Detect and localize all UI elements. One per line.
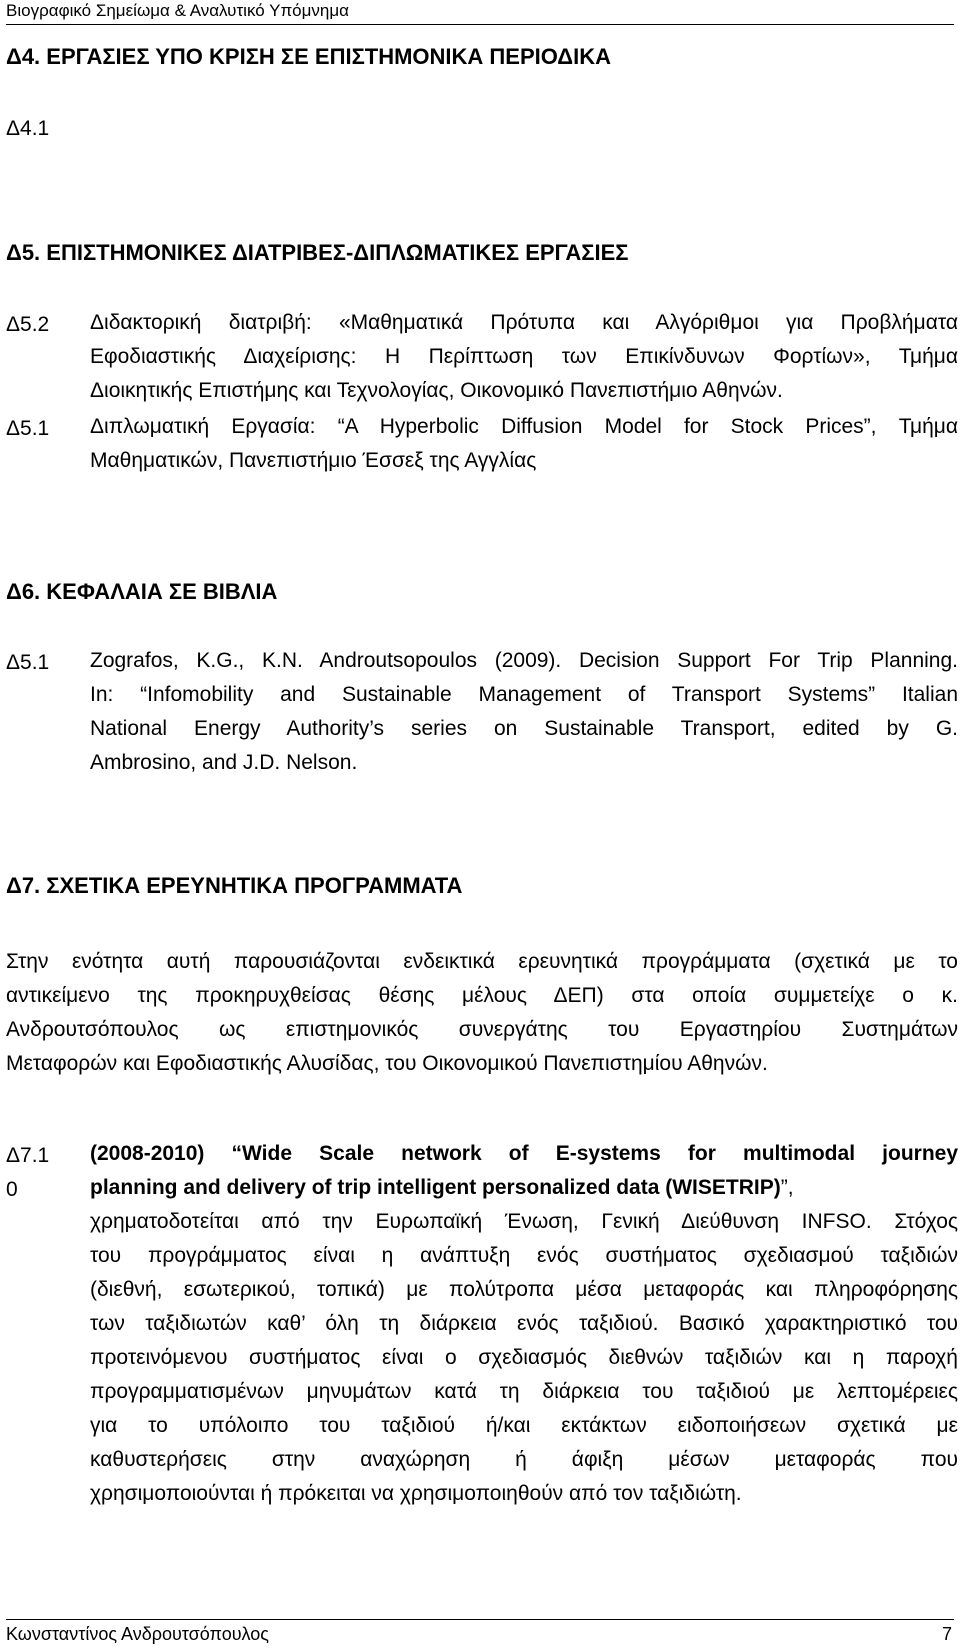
text-line: Ambrosino, and J.D. Nelson. xyxy=(90,751,358,774)
section-heading-d4: Δ4. ΕΡΓΑΣΙΕΣ ΥΠΟ ΚΡΙΣΗ ΣΕ ΕΠΙΣΤΗΜΟΝΙΚΑ ΠΕΡΙΟΔΙΚΑ xyxy=(6,44,611,69)
item-label-d6: Δ5.1 xyxy=(6,651,50,674)
text-line: προγραμματισμένων μηνυμάτων κατά τη διάρκεια του ταξιδιού με λεπτομέρειες xyxy=(90,1380,958,1403)
project-title-tail: ”, xyxy=(780,1176,794,1199)
text-line: χρησιμοποιούνται ή πρόκειται να χρησιμοποιηθούν από τον ταξιδιώτη. xyxy=(90,1482,742,1505)
item-label-d7-1: Δ7.1 xyxy=(6,1144,50,1167)
text-line: για το υπόλοιπο του ταξιδιού ή/και εκτάκτων ειδοποιήσεων σχετικά με xyxy=(90,1414,958,1437)
text-line: Εφοδιαστικής Διαχείρισης: Η Περίπτωση των Επικίνδυνων Φορτίων», Τμήμα xyxy=(90,345,958,368)
text-line: Διδακτορική διατριβή: «Μαθηματικά Πρότυπα και Αλγόριθμοι για Προβλήματα xyxy=(90,311,958,334)
text-line: In: “Infomobility and Sustainable Management of Transport Systems” Italian xyxy=(90,683,958,706)
footer-author: Κωνσταντίνος Ανδρουτσόπουλος xyxy=(6,1624,269,1644)
item-label-d7-1-cont: 0 xyxy=(6,1178,18,1201)
text-line: προτεινόμενου συστήματος είναι ο σχεδιασμός διεθνών ταξιδιών και η παροχή xyxy=(90,1346,958,1369)
section-heading-d7: Δ7. ΣΧΕΤΙΚΑ ΕΡΕΥΝΗΤΙΚΑ ΠΡΟΓΡΑΜΜΑΤΑ xyxy=(6,873,463,898)
text-line: Μεταφορών και Εφοδιαστικής Αλυσίδας, του Οικονομικού Πανεπιστημίου Αθηνών. xyxy=(6,1052,768,1075)
section-heading-d5: Δ5. ΕΠΙΣΤΗΜΟΝΙΚΕΣ ΔΙΑΤΡΙΒΕΣ-ΔΙΠΛΩΜΑΤΙΚΕΣ ΕΡΓΑΣΙΕΣ xyxy=(6,240,629,265)
text-line: Διπλωματική Εργασία: “A Hyperbolic Diffusion Model for Stock Prices”, Τμήμα xyxy=(90,415,958,438)
item-label-d5-2: Δ5.2 xyxy=(6,313,50,336)
running-header: Βιογραφικό Σημείωμα & Αναλυτικό Υπόμνημα xyxy=(6,1,349,20)
project-title-line xyxy=(90,1171,958,1205)
item-text-d5-2 xyxy=(90,306,958,408)
text-line: του προγράμματος είναι η ανάπτυξη ενός συστήματος σχεδιασμού ταξιδιών xyxy=(90,1244,958,1267)
project-title-bold: planning and delivery of trip intelligent personalized data (WISETRIP) xyxy=(90,1176,781,1199)
text-line: National Energy Authority’s series on Sustainable Transport, edited by G. xyxy=(90,717,958,740)
text-line: αντικείμενο της προκηρυχθείσας θέσης μέλους ΔΕΠ) στα οποία συμμετείχε ο κ. xyxy=(6,984,958,1007)
item-label-d4-1: Δ4.1 xyxy=(6,117,50,140)
footer-rule xyxy=(6,1619,954,1620)
section-intro-d7 xyxy=(6,945,958,1081)
text-line: Ανδρουτσόπουλος ως επιστημονικός συνεργάτης του Εργαστηρίου Συστημάτων xyxy=(6,1018,958,1041)
text-line: χρηματοδοτείται από την Ευρωπαϊκή Ένωση, Γενική Διεύθυνση INFSO. Στόχος xyxy=(90,1210,958,1233)
page-number: 7 xyxy=(941,1624,952,1644)
item-text-d7-1 xyxy=(90,1137,958,1511)
item-text-d6 xyxy=(90,644,958,780)
text-line: Διοικητικής Επιστήμης και Τεχνολογίας, Οικονομικό Πανεπιστήμιο Αθηνών. xyxy=(90,379,783,402)
text-line: Μαθηματικών, Πανεπιστήμιο Έσσεξ της Αγγλίας xyxy=(90,449,537,472)
text-line: των ταξιδιωτών καθ’ όλη τη διάρκεια ενός ταξιδιού. Βασικό χαρακτηριστικό του xyxy=(90,1312,958,1335)
header-rule xyxy=(6,24,954,25)
project-title-bold: (2008-2010) “Wide Scale network of E-systems for multimodal journey xyxy=(90,1142,958,1165)
text-line: καθυστερήσεις στην αναχώρηση ή άφιξη μέσων μεταφοράς που xyxy=(90,1448,958,1471)
project-title-line xyxy=(90,1137,958,1171)
item-text-d5-1 xyxy=(90,410,958,478)
item-label-d5-1: Δ5.1 xyxy=(6,417,50,440)
text-line: Zografos, K.G., K.N. Androutsopoulos (2009). Decision Support For Trip Planning. xyxy=(90,649,958,672)
text-line: Στην ενότητα αυτή παρουσιάζονται ενδεικτικά ερευνητικά προγράμματα (σχετικά με το xyxy=(6,950,958,973)
section-heading-d6: Δ6. ΚΕΦΑΛΑΙΑ ΣΕ ΒΙΒΛΙΑ xyxy=(6,579,278,604)
text-line: (διεθνή, εσωτερικού, τοπικά) με πολύτροπα μέσα μεταφοράς και πληροφόρησης xyxy=(90,1278,958,1301)
